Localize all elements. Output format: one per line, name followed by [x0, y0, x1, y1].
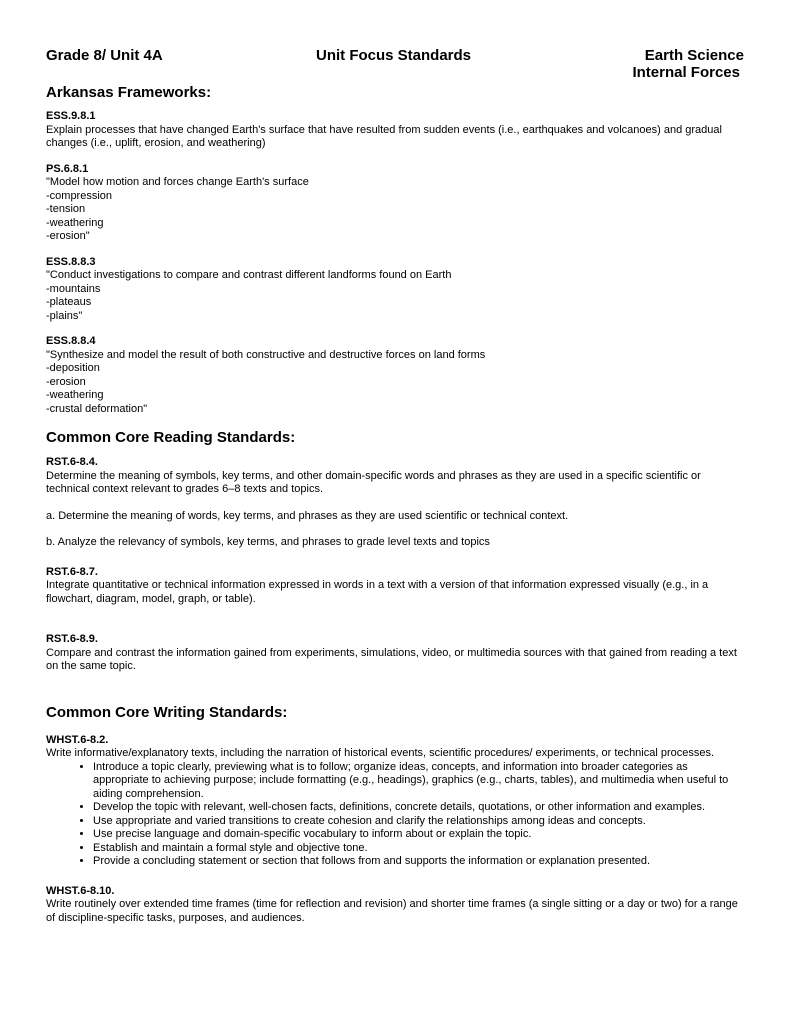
reading-heading: Common Core Reading Standards: [46, 429, 296, 446]
standard-text: "Synthesize and model the result of both constructive and destructive forces on land forms -deposition -erosion -weathering -crustal deformation" [46, 348, 486, 415]
writing-heading: Common Core Writing Standards: [46, 703, 288, 721]
standard-code: ESS.8.8.3 [46, 255, 96, 268]
unit-focus-title: Unit Focus Standards [316, 47, 472, 64]
standard-ess-981 [46, 110, 746, 151]
standard-text: Write informative/explanatory texts, including the narration of historical events, scientific procedures/ experiments, or technical processes. [46, 747, 715, 759]
list-item: • Use appropriate and varied transitions to create cohesion and clarify the relationships among ideas and concepts. [93, 815, 746, 829]
standard-code: PS.6.8.1 [46, 162, 89, 175]
standard-text: "Conduct investigations to compare and contrast different landforms found on Earth -mountains -plateaus -plains" [46, 269, 452, 322]
topic-label: Internal Forces [632, 64, 740, 81]
page-header [46, 46, 746, 86]
standard-text: Explain processes that have changed Earth's surface that have resulted from sudden events (i.e., earthquakes and volcanoes) and gradual changes (i.e., uplift, erosion, and weathering) [46, 123, 722, 149]
standard-rst-689 [46, 633, 746, 674]
standard-code: WHST.6-8.2. [46, 733, 109, 746]
standard-rst-684 [46, 456, 746, 550]
standard-ess-884 [46, 335, 746, 416]
standard-text: Compare and contrast the information gained from experiments, simulations, video, or multimedia sources with that gained from reading a text on the same topic. [46, 646, 737, 672]
standard-code: ESS.9.8.1 [46, 110, 96, 122]
document-page [46, 46, 746, 925]
arkansas-heading: Arkansas Frameworks: [46, 84, 212, 101]
standard-code: RST.6-8.9. [46, 633, 98, 645]
writing-bullet-list [46, 761, 746, 869]
subject-block [632, 47, 744, 81]
grade-unit-label: Grade 8/ Unit 4A [46, 47, 163, 64]
standard-code: WHST.6-8.10. [46, 884, 115, 897]
standard-code: RST.6-8.4. [46, 456, 98, 468]
subject-label: Earth Science [644, 47, 744, 64]
standard-code: ESS.8.8.4 [46, 335, 96, 347]
list-item: • Develop the topic with relevant, well-chosen facts, definitions, concrete details, quotations, or other information and examples. [93, 801, 746, 815]
list-item: • Introduce a topic clearly, previewing what is to follow; organize ideas, concepts, and information into broader categories as appropriate to achieving purpose; include formatting (e.g., headings), graphics (e.g., charts, tables), and multimedia when useful to aiding comprehension. [93, 761, 746, 802]
list-item: • Use precise language and domain-specific vocabulary to inform about or explain the topic. [93, 828, 746, 842]
standard-subitem-b: b. Analyze the relevancy of symbols, key terms, and phrases to grade level texts and topics [46, 536, 490, 548]
standard-code: RST.6-8.7. [46, 565, 98, 578]
standard-rst-687 [46, 566, 746, 607]
list-item: • Provide a concluding statement or section that follows from and supports the information or explanation presented. [93, 855, 746, 869]
standard-text: Write routinely over extended time frames (time for reflection and revision) and shorter time frames (a single sitting or a day or two) for a range of discipline-specific tasks, purposes, and audiences. [46, 898, 738, 924]
standard-text: Determine the meaning of symbols, key terms, and other domain-specific words and phrases as they are used in a specific scientific or technical context relevant to grades 6–8 texts and topics. [46, 469, 701, 495]
standard-text: "Model how motion and forces change Earth's surface -compression -tension -weathering -erosion" [46, 176, 309, 242]
list-item: • Establish and maintain a formal style and objective tone. [93, 842, 746, 856]
standard-ess-883 [46, 256, 746, 324]
standard-subitem-a: a. Determine the meaning of words, key terms, and phrases as they are used scientific or technical context. [46, 509, 569, 522]
standard-text: Integrate quantitative or technical information expressed in words in a text with a version of that information expressed visually (e.g., in a flowchart, diagram, model, graph, or table). [46, 579, 709, 605]
standard-ps-681 [46, 163, 746, 244]
standard-whst-682 [46, 734, 746, 869]
standard-whst-6810 [46, 885, 746, 926]
